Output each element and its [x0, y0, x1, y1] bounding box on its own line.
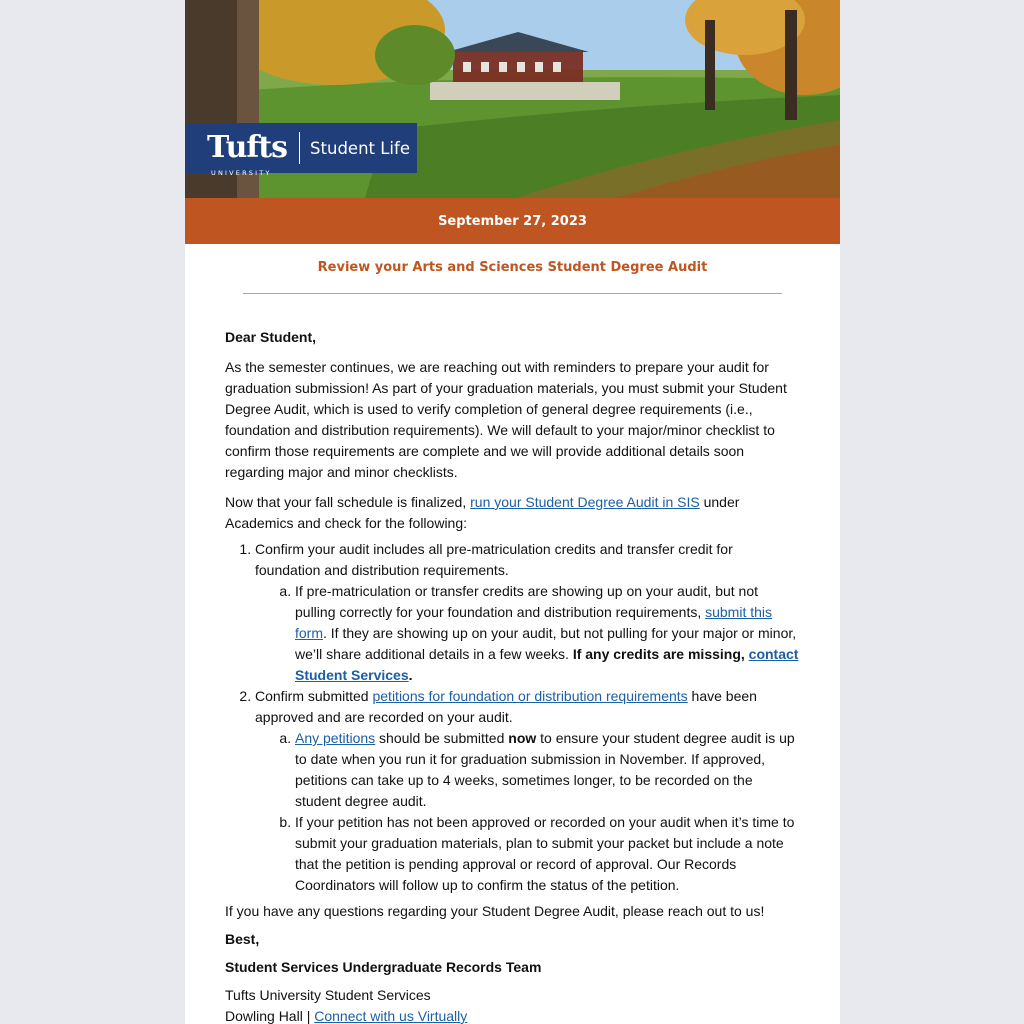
- headline: Review your Arts and Sciences Student Degree Audit: [317, 260, 708, 275]
- checklist-item-2-subitems: [255, 728, 800, 896]
- logo-divider: [299, 132, 300, 164]
- checklist-item-2: 2. Confirm submitted petitions for foundation or distribution requirements have been approved and are recorded on your audit. a. Any petitions should be submitted now to ensure your student degree audit is up to date when you run it for graduation submission in November. If approved, petitions can take up to 4 weeks, sometimes longer, to be recorded on the student degree audit. b. If your petition has not been approved or recorded on your audit when it’s time to submit your graduation materials, plan to submit your packet but include a note that the petition is pending approval or record of approval. Our Records Coordinators will follow up to confirm the status of the petition.: [255, 686, 800, 896]
- checklist-item-2a: a. Any petitions should be submitted now to ensure your student degree audit is up to date when you run it for graduation submission in November. If approved, petitions can take up to 4 weeks, sometimes longer, to be recorded on the student degree audit.: [295, 728, 800, 812]
- checklist-item-1-subitems: [255, 581, 800, 686]
- signature-org: Tufts University Student Services: [225, 987, 431, 1003]
- any-petitions-link[interactable]: Any petitions: [295, 730, 376, 746]
- closing-paragraph: If you have any questions regarding your Student Degree Audit, please reach out to us!: [225, 903, 765, 919]
- team-name: Student Services Undergraduate Records Team: [225, 959, 542, 975]
- message-content: [185, 327, 840, 1024]
- checklist-item-1: 1. Confirm your audit includes all pre-matriculation credits and transfer credit for foundation and distribution requirements. a. If pre-matriculation or transfer credits are showing up on your audit, but not pulling correctly for your foundation and distribution requirements, submit this form. If they are showing up on your audit, but not pulling for your major or minor, we’ll share additional details in a few weeks. If any credits are missing, contact Student Services.: [255, 539, 800, 686]
- hero-banner: [185, 0, 840, 198]
- petitions-requirements-link[interactable]: petitions for foundation or distribution requirements: [372, 688, 688, 704]
- tufts-student-life-logo[interactable]: [185, 123, 417, 177]
- signoff: Best,: [225, 931, 260, 947]
- submit-form-link[interactable]: submit this form: [295, 604, 773, 641]
- student-life-label: Student Life: [310, 138, 410, 158]
- run-degree-audit-link[interactable]: run your Student Degree Audit in SIS: [470, 494, 700, 510]
- email-body: [185, 0, 840, 1024]
- tufts-wordmark: Tufts UNIVERSITY: [207, 136, 287, 160]
- email-date: September 27, 2023: [438, 213, 587, 229]
- greeting: Dear Student,: [225, 329, 317, 345]
- checklist-item-1a: a. If pre-matriculation or transfer credits are showing up on your audit, but not pulling correctly for your foundation and distribution requirements, submit this form. If they are showing up on your audit, but not pulling for your major or minor, we’ll share additional details in a few weeks. If any credits are missing, contact Student Services.: [295, 581, 800, 686]
- contact-student-services-link[interactable]: contact Student Services: [295, 646, 799, 683]
- checklist: [225, 539, 800, 896]
- date-banner: [185, 198, 840, 244]
- university-label: UNIVERSITY: [211, 169, 272, 177]
- checklist-item-2b: b. If your petition has not been approved or recorded on your audit when it’s time to submit your graduation materials, plan to submit your packet but include a note that the petition is pending approval or record of approval. Our Records Coordinators will follow up to confirm the status of the petition.: [295, 812, 800, 896]
- signature-location: Dowling Hall | Connect with us Virtually: [225, 1008, 468, 1024]
- intro-paragraph: As the semester continues, we are reaching out with reminders to prepare your audit for graduation submission! As part of your graduation materials, you must submit your Student Degree Audit, which is used to verify completion of general degree requirements (i.e., foundation and distribution requirements). We will default to your major/minor checklist to confirm those requirements are complete and we will provide additional details soon regarding major and minor checklists.: [225, 359, 787, 480]
- headline-divider: [243, 293, 782, 294]
- instructions-paragraph: Now that your fall schedule is finalized, run your Student Degree Audit in SIS under Academics and check for the following:: [225, 494, 740, 531]
- connect-virtually-link[interactable]: Connect with us Virtually: [314, 1008, 468, 1024]
